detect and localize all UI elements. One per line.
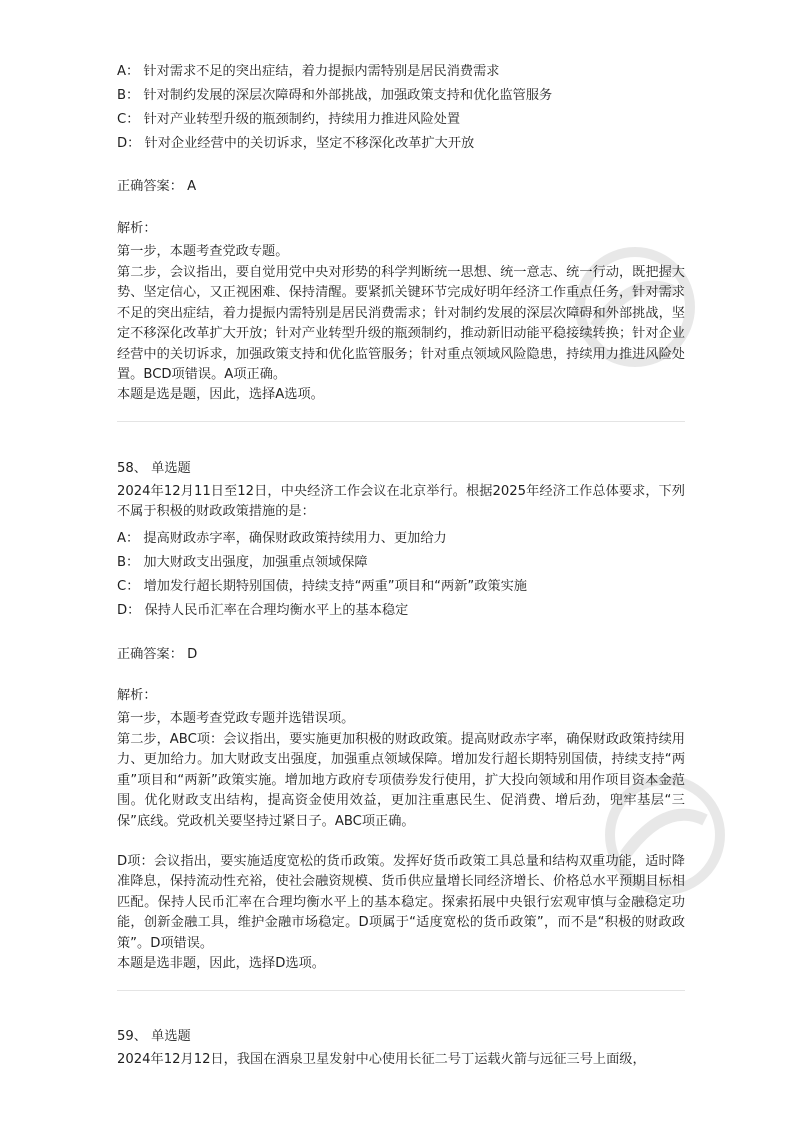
q58-option-b: B： 加大财政支出强度，加强重点领域保障 [117,555,368,570]
divider [117,421,685,422]
q57-analysis-step2: 第二步，会议指出，要自觉用党中央对形势的科学判断统一思想、统一意志、统一行动，既把握大势、坚定信心，又正视困难、保持清醒。要紧抓关键环节完成好明年经济工作重点任务，针对需求不足的突出症结，着力提振内需特别是居民消费需求；针对制约发展的深层次障碍和外部挑战，坚定不移深化改革扩大开放；针对产业转型升级的瓶颈制约，推动新旧动能平稳接续转换；针对企业经营中的关切诉求，加强政策支持和优化监管服务；针对重点领域风险隐患，持续用力推进风险处置。BCD项错误。A项正确。 [117,265,685,383]
q58-analysis-step1: 第一步，本题考查党政专题并选错误项。 [117,711,355,726]
q58-option-d: D： 保持人民币汇率在合理均衡水平上的基本稳定 [117,603,409,618]
q58-correct-answer: 正确答案： D [117,647,198,662]
q57-option-b: B： 针对制约发展的深层次障碍和外部挑战，加强政策支持和优化监管服务 [117,88,553,103]
q57-analysis-label: 解析： [117,221,157,236]
q57-option-a: A： 针对需求不足的突出症结，着力提振内需特别是居民消费需求 [117,64,500,79]
q58-header: 58、 单选题 [117,461,191,476]
q58-stem: 2024年12月11日至12日，中央经济工作会议在北京举行。根据2025年经济工作总体要求，下列不属于积极的财政政策措施的是： [117,484,685,520]
q59-stem: 2024年12月12日，我国在酒泉卫星发射中心使用长征二号丁运载火箭与远征三号上面级， [117,1052,646,1067]
q58-analysis-label: 解析： [117,688,157,703]
divider [117,990,685,991]
q58-option-c: C： 增加发行超长期特别国债，持续支持“两重”项目和“两新”政策实施 [117,579,527,594]
q57-correct-answer: 正确答案： A [117,179,197,194]
q57-option-d: D： 针对企业经营中的关切诉求，坚定不移深化改革扩大开放 [117,136,475,151]
q57-analysis-conclusion: 本题是选是题，因此，选择A选项。 [117,387,324,402]
q58-analysis-d: D项：会议指出，要实施适度宽松的货币政策。发挥好货币政策工具总量和结构双重功能，适时降准降息，保持流动性充裕，使社会融资规模、货币供应量增长同经济增长、价格总水平预期目标相匹配。保持人民币汇率在合理均衡水平上的基本稳定。探索拓展中央银行宏观审慎与金融稳定功能，创新金融工具，维护金融市场稳定。D项属于“适度宽松的货币政策”，而不是“积极的财政政策”。D项错误。 [117,854,685,951]
q57-option-c: C： 针对产业转型升级的瓶颈制约，持续用力推进风险处置 [117,112,461,127]
q57-analysis-step1: 第一步，本题考查党政专题。 [117,244,289,259]
q58-option-a: A： 提高财政赤字率，确保财政政策持续用力、更加给力 [117,531,447,546]
q58-analysis-conclusion: 本题是选非题，因此，选择D选项。 [117,956,325,971]
q58-analysis-step2: 第二步，ABC项：会议指出，要实施更加积极的财政政策。提高财政赤字率，确保财政政策持续用力、更加给力。加大财政支出强度，加强重点领域保障。增加发行超长期特别国债，持续支持“两重”项目和“两新”政策实施。增加地方政府专项债券发行使用，扩大投向领域和用作项目资本金范围。优化财政支出结构，提高资金使用效益，更加注重惠民生、促消费、增后劲，兜牢基层“三保”底线。党政机关要坚持过紧日子。ABC项正确。 [117,732,685,829]
q59-header: 59、 单选题 [117,1029,191,1044]
